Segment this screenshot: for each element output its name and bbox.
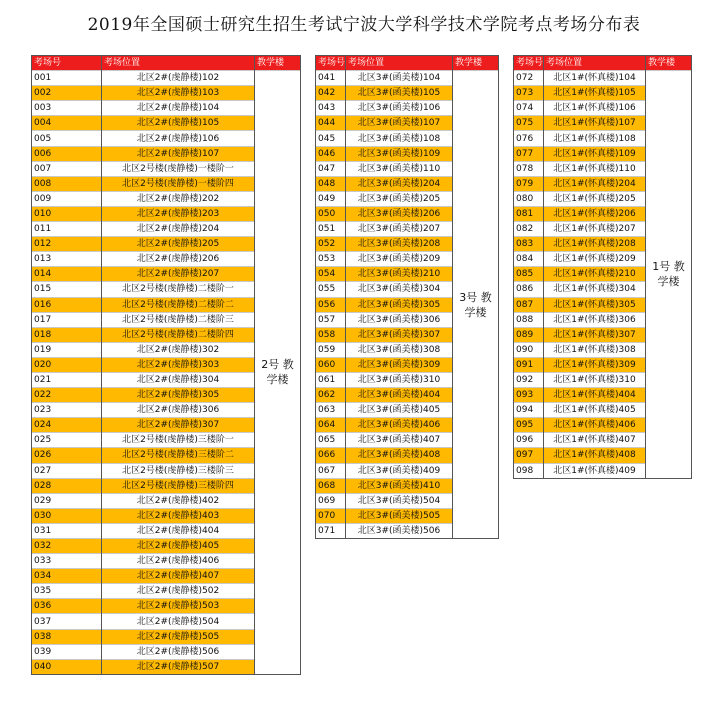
room-number: 073 xyxy=(514,86,544,101)
room-location: 北区2#(虔静楼)503 xyxy=(102,599,255,614)
room-location: 北区2#(虔静楼)106 xyxy=(102,131,255,146)
room-number: 034 xyxy=(32,569,102,584)
room-location: 北区1#(怀真楼)106 xyxy=(544,101,646,116)
room-location: 北区2#(虔静楼)105 xyxy=(102,116,255,131)
room-number: 030 xyxy=(32,508,102,523)
room-location: 北区2号楼(虔静楼)三楼阶四 xyxy=(102,478,255,493)
room-location: 北区3#(函美楼)210 xyxy=(346,267,453,282)
header-room-number: 考场号 xyxy=(316,56,346,71)
room-number: 063 xyxy=(316,403,346,418)
room-location: 北区2号楼(虔静楼)二楼阶二 xyxy=(102,297,255,312)
room-location: 北区1#(怀真楼)205 xyxy=(544,191,646,206)
room-number: 015 xyxy=(32,282,102,297)
room-number: 065 xyxy=(316,433,346,448)
header-room-location: 考场位置 xyxy=(346,56,453,71)
room-location: 北区1#(怀真楼)408 xyxy=(544,448,646,463)
room-location: 北区3#(函美楼)105 xyxy=(346,86,453,101)
header-row xyxy=(32,56,301,71)
room-location: 北区1#(怀真楼)307 xyxy=(544,327,646,342)
room-number: 064 xyxy=(316,418,346,433)
room-location: 北区2#(虔静楼)404 xyxy=(102,523,255,538)
room-location: 北区3#(函美楼)106 xyxy=(346,101,453,116)
room-location: 北区3#(函美楼)108 xyxy=(346,131,453,146)
room-location: 北区3#(函美楼)104 xyxy=(346,71,453,86)
room-location: 北区2#(虔静楼)206 xyxy=(102,252,255,267)
room-number: 052 xyxy=(316,237,346,252)
room-location: 北区2#(虔静楼)203 xyxy=(102,206,255,221)
room-location: 北区1#(怀真楼)110 xyxy=(544,161,646,176)
room-number: 045 xyxy=(316,131,346,146)
header-row xyxy=(514,56,692,71)
room-number: 055 xyxy=(316,282,346,297)
room-number: 039 xyxy=(32,644,102,659)
room-location: 北区2#(虔静楼)102 xyxy=(102,71,255,86)
room-number: 097 xyxy=(514,448,544,463)
room-location: 北区2#(虔静楼)104 xyxy=(102,101,255,116)
room-location: 北区3#(函美楼)206 xyxy=(346,206,453,221)
room-location: 北区2#(虔静楼)207 xyxy=(102,267,255,282)
room-location: 北区1#(怀真楼)405 xyxy=(544,403,646,418)
room-location: 北区3#(函美楼)205 xyxy=(346,191,453,206)
room-number: 041 xyxy=(316,71,346,86)
room-location: 北区2号楼(虔静楼)二楼阶四 xyxy=(102,327,255,342)
room-location: 北区3#(函美楼)305 xyxy=(346,297,453,312)
room-number: 056 xyxy=(316,297,346,312)
room-number: 019 xyxy=(32,342,102,357)
room-location: 北区2#(虔静楼)507 xyxy=(102,659,255,674)
room-location: 北区1#(怀真楼)304 xyxy=(544,282,646,297)
room-location: 北区3#(函美楼)404 xyxy=(346,388,453,403)
room-number: 057 xyxy=(316,312,346,327)
room-location: 北区2#(虔静楼)202 xyxy=(102,191,255,206)
table-row xyxy=(32,71,301,86)
room-location: 北区1#(怀真楼)109 xyxy=(544,146,646,161)
room-location: 北区1#(怀真楼)206 xyxy=(544,206,646,221)
room-number: 060 xyxy=(316,357,346,372)
exam-table-building-1 xyxy=(513,55,692,479)
room-number: 028 xyxy=(32,478,102,493)
room-number: 029 xyxy=(32,493,102,508)
room-number: 054 xyxy=(316,267,346,282)
room-number: 089 xyxy=(514,327,544,342)
room-number: 009 xyxy=(32,191,102,206)
building-label: 2号 教学楼 xyxy=(261,358,294,387)
room-number: 003 xyxy=(32,101,102,116)
room-location: 北区1#(怀真楼)308 xyxy=(544,342,646,357)
header-room-number: 考场号 xyxy=(514,56,544,71)
room-location: 北区2#(虔静楼)302 xyxy=(102,342,255,357)
room-location: 北区2#(虔静楼)204 xyxy=(102,222,255,237)
table-row xyxy=(316,71,499,86)
room-number: 022 xyxy=(32,388,102,403)
room-number: 088 xyxy=(514,312,544,327)
room-location: 北区3#(函美楼)409 xyxy=(346,463,453,478)
room-number: 071 xyxy=(316,523,346,538)
room-number: 012 xyxy=(32,237,102,252)
building-label-cell xyxy=(255,71,301,675)
room-location: 北区3#(函美楼)504 xyxy=(346,493,453,508)
room-number: 048 xyxy=(316,176,346,191)
room-number: 043 xyxy=(316,101,346,116)
building-label-cell xyxy=(646,71,692,479)
room-number: 082 xyxy=(514,222,544,237)
room-location: 北区2#(虔静楼)303 xyxy=(102,357,255,372)
room-number: 018 xyxy=(32,327,102,342)
room-number: 058 xyxy=(316,327,346,342)
room-number: 013 xyxy=(32,252,102,267)
room-location: 北区1#(怀真楼)407 xyxy=(544,433,646,448)
room-location: 北区3#(函美楼)408 xyxy=(346,448,453,463)
building-label: 3号 教学楼 xyxy=(459,290,492,319)
room-number: 025 xyxy=(32,433,102,448)
room-location: 北区1#(怀真楼)404 xyxy=(544,388,646,403)
header-room-location: 考场位置 xyxy=(544,56,646,71)
header-room-location: 考场位置 xyxy=(102,56,255,71)
room-number: 083 xyxy=(514,237,544,252)
header-building: 教学楼 xyxy=(646,56,692,71)
room-location: 北区3#(函美楼)309 xyxy=(346,357,453,372)
room-location: 北区3#(函美楼)410 xyxy=(346,478,453,493)
room-number: 061 xyxy=(316,372,346,387)
room-number: 076 xyxy=(514,131,544,146)
room-number: 016 xyxy=(32,297,102,312)
room-number: 098 xyxy=(514,463,544,478)
room-location: 北区2#(虔静楼)506 xyxy=(102,644,255,659)
room-location: 北区3#(函美楼)209 xyxy=(346,252,453,267)
room-location: 北区1#(怀真楼)209 xyxy=(544,252,646,267)
room-location: 北区2#(虔静楼)504 xyxy=(102,614,255,629)
room-location: 北区1#(怀真楼)409 xyxy=(544,463,646,478)
room-location: 北区3#(函美楼)208 xyxy=(346,237,453,252)
room-number: 069 xyxy=(316,493,346,508)
room-location: 北区1#(怀真楼)306 xyxy=(544,312,646,327)
room-location: 北区3#(函美楼)405 xyxy=(346,403,453,418)
room-location: 北区2#(虔静楼)305 xyxy=(102,388,255,403)
room-number: 091 xyxy=(514,357,544,372)
room-number: 077 xyxy=(514,146,544,161)
room-number: 068 xyxy=(316,478,346,493)
room-number: 001 xyxy=(32,71,102,86)
room-location: 北区2#(虔静楼)103 xyxy=(102,86,255,101)
room-number: 033 xyxy=(32,554,102,569)
room-location: 北区2号楼(虔静楼)三楼阶三 xyxy=(102,463,255,478)
room-location: 北区1#(怀真楼)208 xyxy=(544,237,646,252)
room-number: 006 xyxy=(32,146,102,161)
room-location: 北区3#(函美楼)109 xyxy=(346,146,453,161)
room-number: 086 xyxy=(514,282,544,297)
room-location: 北区2#(虔静楼)406 xyxy=(102,554,255,569)
room-location: 北区2#(虔静楼)505 xyxy=(102,629,255,644)
room-location: 北区1#(怀真楼)309 xyxy=(544,357,646,372)
room-location: 北区1#(怀真楼)204 xyxy=(544,176,646,191)
room-location: 北区3#(函美楼)304 xyxy=(346,282,453,297)
room-location: 北区3#(函美楼)207 xyxy=(346,222,453,237)
room-location: 北区2#(虔静楼)403 xyxy=(102,508,255,523)
exam-table-body xyxy=(316,56,499,539)
room-location: 北区1#(怀真楼)210 xyxy=(544,267,646,282)
room-number: 066 xyxy=(316,448,346,463)
room-location: 北区3#(函美楼)506 xyxy=(346,523,453,538)
room-location: 北区1#(怀真楼)406 xyxy=(544,418,646,433)
room-location: 北区1#(怀真楼)305 xyxy=(544,297,646,312)
room-location: 北区2#(虔静楼)405 xyxy=(102,539,255,554)
room-location: 北区2号楼(虔静楼)一楼阶四 xyxy=(102,176,255,191)
room-location: 北区1#(怀真楼)104 xyxy=(544,71,646,86)
room-location: 北区2号楼(虔静楼)三楼阶二 xyxy=(102,448,255,463)
room-number: 035 xyxy=(32,584,102,599)
exam-table-body xyxy=(32,56,301,675)
room-location: 北区3#(函美楼)107 xyxy=(346,116,453,131)
room-number: 067 xyxy=(316,463,346,478)
room-number: 004 xyxy=(32,116,102,131)
room-location: 北区3#(函美楼)110 xyxy=(346,161,453,176)
room-number: 042 xyxy=(316,86,346,101)
room-number: 010 xyxy=(32,206,102,221)
room-number: 049 xyxy=(316,191,346,206)
room-number: 078 xyxy=(514,161,544,176)
header-building: 教学楼 xyxy=(255,56,301,71)
room-number: 070 xyxy=(316,508,346,523)
room-location: 北区2#(虔静楼)304 xyxy=(102,372,255,387)
room-number: 050 xyxy=(316,206,346,221)
room-number: 038 xyxy=(32,629,102,644)
room-location: 北区2号楼(虔静楼)一楼阶一 xyxy=(102,161,255,176)
room-number: 023 xyxy=(32,403,102,418)
exam-table-body xyxy=(514,56,692,479)
room-number: 095 xyxy=(514,418,544,433)
room-location: 北区3#(函美楼)310 xyxy=(346,372,453,387)
page-title: 2019年全国硕士研究生招生考试宁波大学科学技术学院考点考场分布表 xyxy=(87,15,641,35)
room-location: 北区2号楼(虔静楼)二楼阶一 xyxy=(102,282,255,297)
room-number: 037 xyxy=(32,614,102,629)
room-number: 051 xyxy=(316,222,346,237)
room-number: 007 xyxy=(32,161,102,176)
building-label-cell xyxy=(453,71,499,539)
room-number: 008 xyxy=(32,176,102,191)
room-location: 北区1#(怀真楼)107 xyxy=(544,116,646,131)
room-location: 北区1#(怀真楼)207 xyxy=(544,222,646,237)
room-location: 北区2#(虔静楼)407 xyxy=(102,569,255,584)
room-number: 002 xyxy=(32,86,102,101)
room-number: 046 xyxy=(316,146,346,161)
room-location: 北区3#(函美楼)307 xyxy=(346,327,453,342)
room-number: 087 xyxy=(514,297,544,312)
room-number: 090 xyxy=(514,342,544,357)
room-number: 047 xyxy=(316,161,346,176)
room-location: 北区3#(函美楼)407 xyxy=(346,433,453,448)
building-label: 1号 教学楼 xyxy=(652,260,685,289)
room-location: 北区2#(虔静楼)306 xyxy=(102,403,255,418)
room-location: 北区1#(怀真楼)105 xyxy=(544,86,646,101)
room-number: 044 xyxy=(316,116,346,131)
table-row xyxy=(514,71,692,86)
header-building: 教学楼 xyxy=(453,56,499,71)
room-location: 北区3#(函美楼)406 xyxy=(346,418,453,433)
room-number: 040 xyxy=(32,659,102,674)
room-number: 031 xyxy=(32,523,102,538)
room-number: 014 xyxy=(32,267,102,282)
room-location: 北区3#(函美楼)308 xyxy=(346,342,453,357)
room-number: 017 xyxy=(32,312,102,327)
room-location: 北区2#(虔静楼)402 xyxy=(102,493,255,508)
room-number: 094 xyxy=(514,403,544,418)
room-number: 075 xyxy=(514,116,544,131)
room-location: 北区2号楼(虔静楼)三楼阶一 xyxy=(102,433,255,448)
room-number: 059 xyxy=(316,342,346,357)
room-number: 079 xyxy=(514,176,544,191)
room-location: 北区2#(虔静楼)502 xyxy=(102,584,255,599)
room-number: 005 xyxy=(32,131,102,146)
room-location: 北区2#(虔静楼)307 xyxy=(102,418,255,433)
room-number: 081 xyxy=(514,206,544,221)
room-number: 027 xyxy=(32,463,102,478)
room-location: 北区1#(怀真楼)310 xyxy=(544,372,646,387)
room-number: 085 xyxy=(514,267,544,282)
room-number: 074 xyxy=(514,101,544,116)
room-location: 北区3#(函美楼)306 xyxy=(346,312,453,327)
header-row xyxy=(316,56,499,71)
room-location: 北区2#(虔静楼)107 xyxy=(102,146,255,161)
room-number: 072 xyxy=(514,71,544,86)
room-number: 093 xyxy=(514,388,544,403)
room-number: 021 xyxy=(32,372,102,387)
room-number: 096 xyxy=(514,433,544,448)
room-number: 080 xyxy=(514,191,544,206)
room-location: 北区1#(怀真楼)108 xyxy=(544,131,646,146)
header-room-number: 考场号 xyxy=(32,56,102,71)
room-number: 053 xyxy=(316,252,346,267)
room-number: 011 xyxy=(32,222,102,237)
exam-table-building-3 xyxy=(315,55,499,539)
room-number: 092 xyxy=(514,372,544,387)
room-location: 北区2#(虔静楼)205 xyxy=(102,237,255,252)
room-number: 032 xyxy=(32,539,102,554)
room-number: 084 xyxy=(514,252,544,267)
room-location: 北区3#(函美楼)204 xyxy=(346,176,453,191)
room-location: 北区2号楼(虔静楼)二楼阶三 xyxy=(102,312,255,327)
room-number: 024 xyxy=(32,418,102,433)
room-location: 北区3#(函美楼)505 xyxy=(346,508,453,523)
exam-table-building-2 xyxy=(31,55,301,675)
room-number: 020 xyxy=(32,357,102,372)
room-number: 026 xyxy=(32,448,102,463)
room-number: 036 xyxy=(32,599,102,614)
room-number: 062 xyxy=(316,388,346,403)
